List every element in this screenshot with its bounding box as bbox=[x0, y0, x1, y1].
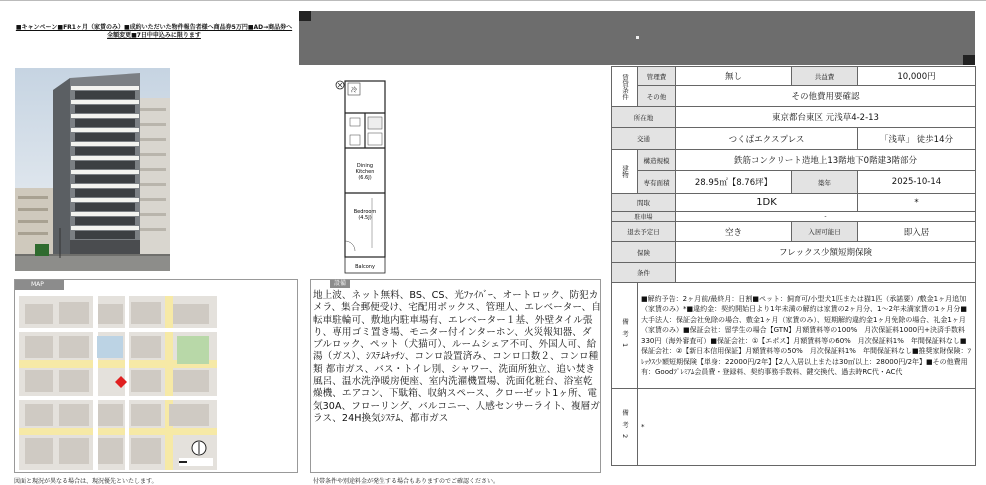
map-panel bbox=[14, 279, 298, 473]
banner-area bbox=[299, 11, 975, 65]
address-value: 東京都台東区 元浅草4-2-13 bbox=[676, 107, 976, 128]
terms-label: 条件 bbox=[612, 263, 676, 283]
svg-text:(6.6J): (6.6J) bbox=[358, 175, 372, 181]
age-value: 2025-10-14 bbox=[858, 171, 976, 194]
line-value: つくばエクスプレス bbox=[676, 128, 858, 150]
floor-plan bbox=[330, 73, 410, 283]
remark1-text: ■解約予告：2ヶ月前/最終月：日割■ペット：飼育可/小型犬1匹または猫1匹（承諾要）/敷金1ヶ月追加（家賃のみ）*■違約金：契約開始日より1年未満の解約は家賃の2ヶ月分、1〜2年未満家賃の1ヶ月分■大手法人：保証会社免除の場合、敷金1ヶ月（家賃のみ）、短期解約違約金1ヶ月免除の場合、礼金1ヶ月（家賃のみ）■保証会社：留学生の場合【GTN】月額賃料等の100% 月次保証料1000円+決済手数料330円（海外審査可）■保証会社：①【エポス】月額賃料等の60% 月次保証料1% 年間保証料なし■保証会社：②【新日本信用保証】月額賃料等の50% 月次保証料1% 年間保証料なし■推奨家財保険：ﾌﾚｯｸｽ少額短期保険【単身：22000円/2年】【2人入居以上または30㎡以上：28000円/2年】■その他費用有：Goodﾌﾟﾚﾐｱﾑ会員費・登録料、契約事務手数料、鍵交換代、過去時RC代・AC代 bbox=[638, 283, 976, 389]
terms-value bbox=[676, 263, 976, 283]
map-header: MAP bbox=[15, 280, 64, 290]
svg-text:(4.5J): (4.5J) bbox=[358, 215, 372, 221]
building-photo bbox=[15, 68, 170, 271]
mgmt-value: 無し bbox=[676, 67, 792, 86]
equipment-header: 設備 bbox=[330, 280, 350, 288]
remark1-label: 備考1 bbox=[612, 283, 638, 389]
top-rule bbox=[0, 0, 986, 1]
movein-value: 即入居 bbox=[858, 222, 976, 242]
map-image[interactable] bbox=[19, 296, 217, 470]
layout-value: 1DK bbox=[676, 194, 858, 212]
svg-text:Kitchen: Kitchen bbox=[355, 169, 375, 175]
age-label: 築年 bbox=[792, 171, 858, 194]
mgmt-label: 管理費 bbox=[638, 67, 676, 86]
bedroom-label: Bedroom bbox=[353, 209, 377, 215]
parking-value: - bbox=[676, 212, 976, 222]
balcony-label: Balcony bbox=[355, 264, 375, 270]
cond-label: 賃貸条件 bbox=[612, 67, 638, 107]
map-note: 図面と現況が異なる場合は、現況優先といたします。 bbox=[14, 478, 158, 485]
equipment-panel bbox=[310, 279, 601, 473]
traffic-label: 交通 bbox=[612, 128, 676, 150]
leave-label: 退去予定日 bbox=[612, 222, 676, 242]
banner-dot bbox=[636, 36, 639, 39]
parking-label: 駐車場 bbox=[612, 212, 676, 222]
refrigerator-label: 冷 bbox=[351, 87, 358, 94]
dining-kitchen-label: Dining bbox=[356, 163, 374, 169]
building-label: 建物 bbox=[612, 150, 638, 194]
insurance-label: 保険 bbox=[612, 242, 676, 263]
banner-corner-mark bbox=[299, 11, 311, 21]
address-label: 所在地 bbox=[612, 107, 676, 128]
structure-value: 鉄筋コンクリート造地上13階地下0階建3階部分 bbox=[676, 150, 976, 171]
fees-note: 付帯条件や別途料金が発生する場合もありますのでご確認ください。 bbox=[313, 478, 500, 485]
insurance-value: フレックス少額短期保険 bbox=[676, 242, 976, 263]
area-value: 28.95㎡【8.76坪】 bbox=[676, 171, 792, 194]
area-label: 専有面積 bbox=[638, 171, 676, 194]
banner-corner-mark bbox=[963, 55, 975, 65]
equipment-text: 地上波、ネット無料、BS、CS、光ﾌｧｲﾊﾞｰ、オートロック、防犯カメラ、集合郵便受け、宅配用ボックス、管理人、エレベーター、自転車駐輪可、敷地内駐車場有、エレベーター１基、外壁タイル張り、専用ゴミ置き場、モニター付インターホン、火災報知器、ダブルロック、ペット（犬猫可）、ルームシェア不可、外国人可、給湯（ガス）、ｼｽﾃﾑｷｯﾁﾝ、コンロ設置済み、コンロ口数２、コンロ種類 都市ガス、バス・トイレ別、シャワー、洗面所独立、追い焚き風呂、温水洗浄暖房便座、室内洗濯機置場、洗面化粧台、浴室乾燥機、エアコン、下駄箱、収納スペース、クローゼット1ヶ所、電気30A、フローリング、バルコニー、人感センサーライト、複層ガラス、24H換気ｼｽﾃﾑ、都市ガス bbox=[313, 290, 601, 424]
other-value: その他費用要確認 bbox=[676, 86, 976, 107]
campaign-text: ■キャンペーン■FR1ヶ月（家賃のみ）■成約いただいた物件報告者様へ商品券5万円■AD→商品券へ全額変更■7日中申込みに限ります bbox=[15, 24, 293, 39]
remark2-label: 備考2 bbox=[612, 389, 638, 466]
movein-label: 入居可能日 bbox=[792, 222, 858, 242]
station-value: 「浅草」 徒歩14分 bbox=[858, 128, 976, 150]
layout-extra: * bbox=[858, 194, 976, 212]
layout-label: 間取 bbox=[612, 194, 676, 212]
common-value: 10,000円 bbox=[858, 67, 976, 86]
spec-table bbox=[611, 66, 976, 466]
other-label: その他 bbox=[638, 86, 676, 107]
remark2-text: * bbox=[638, 389, 976, 466]
structure-label: 構造規模 bbox=[638, 150, 676, 171]
common-label: 共益費 bbox=[792, 67, 858, 86]
leave-value: 空き bbox=[676, 222, 792, 242]
